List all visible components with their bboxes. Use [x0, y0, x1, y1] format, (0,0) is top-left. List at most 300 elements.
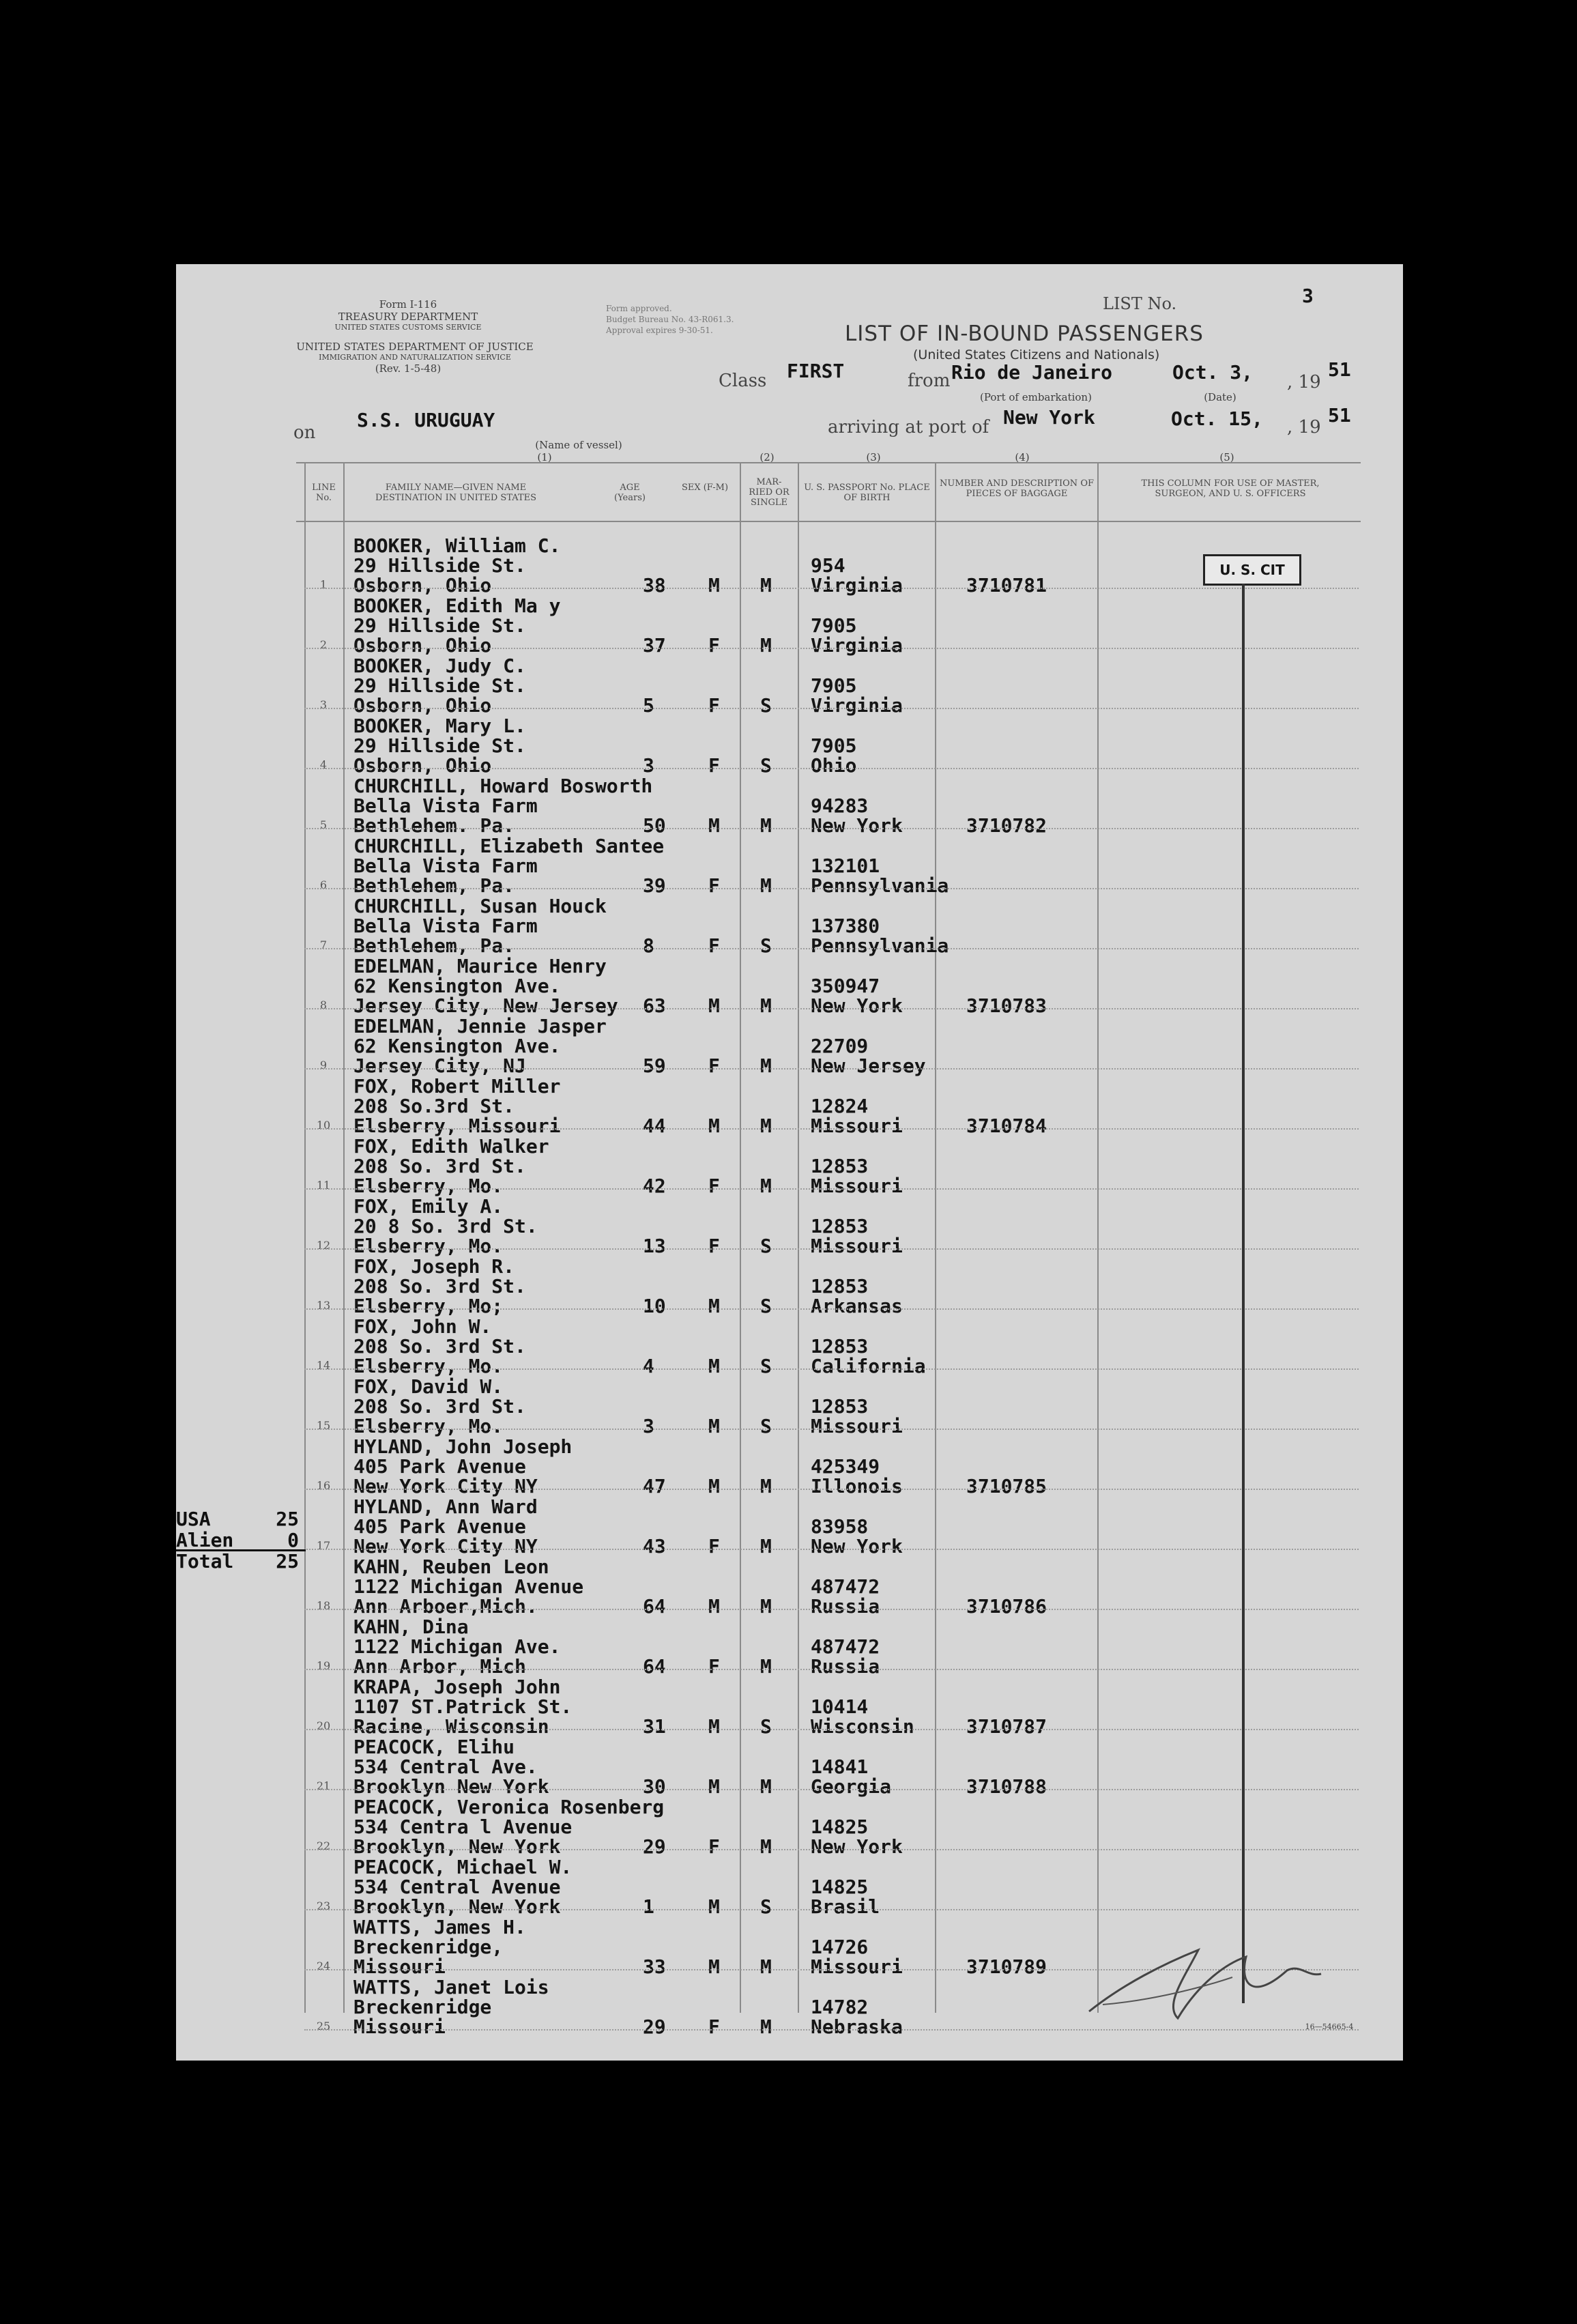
passenger-sex: M: [708, 1295, 720, 1317]
passenger-marital: M: [760, 2015, 772, 2038]
passenger-age: 42: [643, 1175, 666, 1197]
passport-number: 94283: [811, 794, 869, 817]
passenger-sex: M: [708, 1415, 720, 1437]
passenger-address: 62 Kensington Ave.: [353, 1035, 561, 1057]
passport-number: 12853: [811, 1275, 869, 1297]
passport-number: 132101: [811, 855, 880, 877]
passenger-marital: M: [760, 874, 772, 897]
row-separator: [304, 888, 1359, 889]
passenger-sex: M: [708, 1355, 720, 1377]
line-number: 20: [316, 1719, 331, 1732]
passenger-marital: M: [760, 1775, 772, 1798]
passenger-city: Brooklyn, New York: [353, 1835, 561, 1858]
list-no-label: LIST No.: [1103, 294, 1177, 313]
passenger-age: 59: [643, 1055, 666, 1077]
vessel-name: S.S. URUGUAY: [357, 409, 495, 431]
passenger-age: 13: [643, 1235, 666, 1257]
passenger-age: 38: [643, 574, 666, 597]
row-separator: [304, 1429, 1359, 1430]
passport-number: 7905: [811, 614, 857, 637]
totals-rule: [176, 1549, 306, 1551]
passenger-name: BOOKER, William C.: [353, 534, 561, 557]
col-head-married: MAR-RIED OR SINGLE: [749, 477, 790, 508]
line-number: 6: [319, 878, 328, 891]
passport-number: 22709: [811, 1035, 869, 1057]
year-prefix-2: , 19: [1287, 417, 1321, 437]
passenger-sex: F: [708, 634, 720, 657]
baggage-number: 3710785: [966, 1475, 1047, 1497]
passenger-city: Elsberry, Mo.: [353, 1355, 504, 1377]
passenger-sex: F: [708, 1835, 720, 1858]
from-label: from: [908, 371, 951, 391]
passenger-city: Elsberry, Mo.: [353, 1415, 504, 1437]
passenger-address: 208 So.3rd St.: [353, 1095, 515, 1117]
passenger-city: Osborn, Ohio: [353, 754, 492, 777]
passenger-marital: S: [760, 1355, 772, 1377]
year-prefix-1: , 19: [1287, 372, 1321, 392]
passenger-address: 208 So. 3rd St.: [353, 1335, 526, 1358]
passenger-city: Bethlehem, Pa.: [353, 874, 515, 897]
passenger-address: Bella Vista Farm: [353, 855, 538, 877]
passenger-city: Elsberry, Mo.: [353, 1175, 504, 1197]
passenger-age: 3: [643, 1415, 654, 1437]
passport-number: 425349: [811, 1455, 880, 1478]
place-of-birth: Illonois: [811, 1475, 903, 1497]
approval-line-2: Budget Bureau No. 43-R061.3.: [606, 315, 734, 324]
passenger-address: Breckenridge,: [353, 1936, 504, 1958]
passenger-city: Bethlehem. Pa.: [353, 814, 515, 837]
passenger-marital: M: [760, 1955, 772, 1978]
passenger-address: 534 Centra l Avenue: [353, 1816, 573, 1838]
row-separator: [304, 1008, 1359, 1009]
passenger-address: 1107 ST.Patrick St.: [353, 1695, 573, 1718]
colnum-2: (2): [759, 451, 775, 463]
line-number: 12: [316, 1239, 331, 1252]
col-head-age: AGE (Years): [614, 483, 646, 503]
passenger-sex: M: [708, 1475, 720, 1497]
passenger-age: 64: [643, 1595, 666, 1618]
passenger-name: PEACOCK, Michael W.: [353, 1856, 573, 1878]
place-of-birth: Missouri: [811, 1955, 903, 1978]
passenger-name: HYLAND, Ann Ward: [353, 1495, 538, 1518]
baggage-number: 3710786: [966, 1595, 1047, 1618]
passport-number: 12853: [811, 1215, 869, 1237]
passenger-marital: M: [760, 1535, 772, 1558]
line-number: 23: [316, 1899, 331, 1912]
passenger-sex: M: [708, 574, 720, 597]
passenger-city: Missouri: [353, 1955, 446, 1978]
place-of-birth: Virginia: [811, 634, 903, 657]
passenger-name: FOX, Emily A.: [353, 1195, 504, 1218]
colnum-5: (5): [1219, 451, 1234, 463]
line-number: 7: [319, 938, 328, 951]
passenger-sex: F: [708, 1235, 720, 1257]
passport-number: 14726: [811, 1936, 869, 1958]
passenger-name: FOX, David W.: [353, 1375, 504, 1398]
passenger-city: Osborn, Ohio: [353, 634, 492, 657]
arrival-date: Oct. 15,: [1171, 407, 1263, 430]
passenger-address: 208 So. 3rd St.: [353, 1155, 526, 1177]
us-cit-stamp: U. S. CIT: [1203, 554, 1301, 586]
row-separator: [304, 1669, 1359, 1670]
passenger-sex: M: [708, 1595, 720, 1618]
passenger-sex: M: [708, 1955, 720, 1978]
passenger-name: PEACOCK, Veronica Rosenberg: [353, 1796, 665, 1818]
passenger-address: 1122 Michigan Avenue: [353, 1575, 584, 1598]
col-head-officers: THIS COLUMN FOR USE OF MASTER, SURGEON, AND U. S. OFFICERS: [1141, 478, 1320, 499]
passenger-name: WATTS, James H.: [353, 1916, 526, 1938]
passenger-sex: M: [708, 1715, 720, 1738]
line-number: 24: [316, 1960, 331, 1972]
passenger-age: 1: [643, 1895, 654, 1918]
line-number: 15: [316, 1419, 331, 1432]
passenger-marital: S: [760, 1235, 772, 1257]
passport-number: 954: [811, 554, 845, 577]
passenger-city: Brooklyn, New York: [353, 1895, 561, 1918]
departure-date: Oct. 3,: [1172, 361, 1254, 384]
row-separator: [304, 1849, 1359, 1850]
passenger-name: KAHN, Reuben Leon: [353, 1555, 549, 1578]
form-title: LIST OF IN-BOUND PASSENGERS: [845, 321, 1204, 346]
passenger-age: 5: [643, 694, 654, 717]
passenger-age: 44: [643, 1115, 666, 1137]
passenger-age: 43: [643, 1535, 666, 1558]
line-number: 14: [316, 1359, 331, 1372]
col-head-passport: U. S. PASSPORT No. PLACE OF BIRTH: [804, 483, 930, 503]
passenger-name: BOOKER, Judy C.: [353, 655, 526, 677]
col-head-sex: SEX (F-M): [681, 483, 729, 493]
row-separator: [304, 708, 1359, 709]
line-number: 13: [316, 1299, 331, 1312]
passenger-sex: F: [708, 1055, 720, 1077]
passenger-sex: F: [708, 754, 720, 777]
passenger-marital: M: [760, 1475, 772, 1497]
passenger-address: Bella Vista Farm: [353, 915, 538, 937]
line-number: 25: [316, 2020, 331, 2033]
passenger-sex: M: [708, 814, 720, 837]
passenger-name: BOOKER, Edith Ma y: [353, 594, 561, 617]
passport-number: 14782: [811, 1996, 869, 2018]
passenger-name: EDELMAN, Maurice Henry: [353, 955, 607, 977]
passenger-name: FOX, Joseph R.: [353, 1255, 515, 1278]
passenger-name: KRAPA, Joseph John: [353, 1676, 561, 1698]
passenger-marital: M: [760, 1835, 772, 1858]
line-number: 4: [319, 758, 328, 771]
passenger-city: Elsberry, Mo;: [353, 1295, 504, 1317]
total-usa: USA 25: [176, 1508, 299, 1530]
passenger-city: Ann Arboer,Mich.: [353, 1595, 538, 1618]
col-divider: [1097, 462, 1099, 2013]
place-of-birth: Missouri: [811, 1175, 903, 1197]
col-divider: [935, 462, 936, 2013]
passenger-marital: M: [760, 1055, 772, 1077]
passport-number: 14825: [811, 1876, 869, 1898]
passenger-name: PEACOCK, Elihu: [353, 1736, 515, 1758]
passenger-name: KAHN, Dina: [353, 1616, 469, 1638]
passenger-marital: M: [760, 1175, 772, 1197]
passenger-age: 8: [643, 934, 654, 957]
place-of-birth: Nebraska: [811, 2015, 903, 2038]
place-of-birth: Russia: [811, 1595, 880, 1618]
embarkation-label: (Port of embarkation): [980, 391, 1092, 403]
passenger-address: 208 So. 3rd St.: [353, 1395, 526, 1418]
passenger-city: Jersey City, New Jersey: [353, 994, 618, 1017]
passenger-age: 47: [643, 1475, 666, 1497]
baggage-number: 3710783: [966, 994, 1047, 1017]
date-label: (Date): [1204, 391, 1236, 403]
line-number: 5: [319, 818, 328, 831]
approval-line-1: Form approved.: [606, 304, 672, 313]
place-of-birth: Pennsylvania: [811, 934, 949, 957]
row-separator: [304, 1909, 1359, 1910]
passenger-name: FOX, John W.: [353, 1315, 492, 1338]
form-revision: (Rev. 1-5-48): [375, 362, 442, 375]
arrival-year: 51: [1328, 404, 1351, 427]
passenger-marital: M: [760, 814, 772, 837]
passenger-marital: S: [760, 1295, 772, 1317]
footer-code: 16—54665-4: [1305, 2022, 1354, 2031]
passenger-address: 29 Hillside St.: [353, 674, 526, 697]
row-separator: [304, 1729, 1359, 1730]
place-of-birth: New York: [811, 1535, 903, 1558]
passenger-marital: M: [760, 634, 772, 657]
passenger-name: HYLAND, John Joseph: [353, 1435, 573, 1458]
passenger-age: 63: [643, 994, 666, 1017]
arrival-port: New York: [1003, 406, 1095, 429]
class-value: FIRST: [787, 360, 845, 382]
passenger-address: Bella Vista Farm: [353, 794, 538, 817]
passenger-age: 4: [643, 1355, 654, 1377]
passenger-age: 31: [643, 1715, 666, 1738]
row-separator: [304, 1609, 1359, 1610]
passport-number: 350947: [811, 975, 880, 997]
passenger-address: 1122 Michigan Ave.: [353, 1635, 561, 1658]
embarkation-port: Rio de Janeiro: [951, 361, 1113, 384]
passenger-age: 39: [643, 874, 666, 897]
passenger-name: CHURCHILL, Susan Houck: [353, 895, 607, 917]
ditto-line: [1242, 584, 1245, 2003]
passenger-marital: S: [760, 934, 772, 957]
place-of-birth: New York: [811, 1835, 903, 1858]
passenger-city: Elsberry, Mo.: [353, 1235, 504, 1257]
passport-number: 12824: [811, 1095, 869, 1117]
passenger-age: 10: [643, 1295, 666, 1317]
passport-number: 83958: [811, 1515, 869, 1538]
place-of-birth: Georgia: [811, 1775, 892, 1798]
line-number: 22: [316, 1839, 331, 1852]
passenger-address: 405 Park Avenue: [353, 1455, 526, 1478]
row-separator: [304, 1489, 1359, 1490]
row-separator: [304, 828, 1359, 829]
passenger-marital: S: [760, 754, 772, 777]
row-separator: [304, 1549, 1359, 1550]
place-of-birth: Wisconsin: [811, 1715, 914, 1738]
passport-number: 12853: [811, 1155, 869, 1177]
row-separator: [304, 648, 1359, 649]
passenger-sex: M: [708, 1115, 720, 1137]
passport-number: 12853: [811, 1395, 869, 1418]
passenger-sex: M: [708, 1895, 720, 1918]
colnum-1: (1): [537, 451, 552, 463]
line-number: 21: [316, 1779, 331, 1792]
place-of-birth: Pennsylvania: [811, 874, 949, 897]
passenger-sex: M: [708, 994, 720, 1017]
total-alien: Alien 0: [176, 1529, 299, 1551]
passenger-city: Bethlehem, Pa.: [353, 934, 515, 957]
place-of-birth: New York: [811, 994, 903, 1017]
passenger-marital: S: [760, 694, 772, 717]
place-of-birth: New Jersey: [811, 1055, 926, 1077]
place-of-birth: Missouri: [811, 1115, 903, 1137]
passenger-sex: F: [708, 1655, 720, 1678]
passenger-address: 20 8 So. 3rd St.: [353, 1215, 538, 1237]
passenger-city: Racine, Wisconsin: [353, 1715, 549, 1738]
passport-number: 7905: [811, 674, 857, 697]
passenger-name: FOX, Edith Walker: [353, 1135, 549, 1158]
passenger-marital: M: [760, 994, 772, 1017]
line-number: 9: [319, 1059, 328, 1072]
passport-number: 10414: [811, 1695, 869, 1718]
colnum-3: (3): [866, 451, 881, 463]
passport-number: 487472: [811, 1575, 880, 1598]
colnum-4: (4): [1015, 451, 1030, 463]
line-number: 17: [316, 1539, 331, 1552]
passenger-marital: M: [760, 1115, 772, 1137]
row-separator: [304, 948, 1359, 949]
baggage-number: 3710782: [966, 814, 1047, 837]
row-separator: [304, 1368, 1359, 1370]
passport-number: 14825: [811, 1816, 869, 1838]
departure-year: 51: [1328, 358, 1351, 381]
row-separator: [304, 588, 1359, 589]
passport-number: 7905: [811, 734, 857, 757]
passenger-sex: F: [708, 2015, 720, 2038]
passenger-name: BOOKER, Mary L.: [353, 715, 526, 737]
class-label: Class: [719, 371, 767, 391]
passenger-address: 534 Central Avenue: [353, 1876, 561, 1898]
passenger-sex: F: [708, 694, 720, 717]
passenger-city: Osborn, Ohio: [353, 694, 492, 717]
passenger-sex: F: [708, 874, 720, 897]
form-subtitle: (United States Citizens and Nationals): [913, 347, 1160, 362]
passenger-city: Osborn, Ohio: [353, 574, 492, 597]
passenger-marital: S: [760, 1895, 772, 1918]
passenger-city: New York City NY: [353, 1475, 538, 1497]
passenger-age: 29: [643, 2015, 666, 2038]
passenger-address: 29 Hillside St.: [353, 734, 526, 757]
passenger-age: 33: [643, 1955, 666, 1978]
passport-number: 137380: [811, 915, 880, 937]
row-separator: [304, 1248, 1359, 1250]
list-no-value: 3: [1302, 285, 1314, 307]
total-all: Total 25: [176, 1550, 299, 1573]
table-top-rule: [296, 462, 1361, 463]
col-divider: [798, 462, 799, 2013]
vessel-label: (Name of vessel): [535, 439, 622, 451]
passenger-marital: M: [760, 1595, 772, 1618]
baggage-number: 3710781: [966, 574, 1047, 597]
passenger-name: FOX, Robert Miller: [353, 1075, 561, 1098]
line-number: 16: [316, 1479, 331, 1492]
place-of-birth: Arkansas: [811, 1295, 903, 1317]
passenger-sex: M: [708, 1775, 720, 1798]
passenger-marital: M: [760, 1655, 772, 1678]
immigration-service: IMMIGRATION AND NATURALIZATION SERVICE: [319, 353, 511, 362]
line-number: 2: [319, 638, 328, 651]
passenger-age: 29: [643, 1835, 666, 1858]
form-number: Form I-116: [379, 298, 437, 311]
passenger-name: EDELMAN, Jennie Jasper: [353, 1015, 607, 1037]
passenger-sex: F: [708, 934, 720, 957]
place-of-birth: California: [811, 1355, 926, 1377]
table-header-rule: [296, 521, 1361, 522]
baggage-number: 3710789: [966, 1955, 1047, 1978]
row-separator: [304, 1308, 1359, 1310]
passenger-city: Elsberry, Missouri: [353, 1115, 561, 1137]
passenger-address: Breckenridge: [353, 1996, 492, 2018]
passenger-address: 29 Hillside St.: [353, 554, 526, 577]
arriving-label: arriving at port of: [828, 417, 989, 437]
place-of-birth: Brasil: [811, 1895, 880, 1918]
passport-number: 12853: [811, 1335, 869, 1358]
passenger-address: 534 Central Ave.: [353, 1755, 538, 1778]
approval-line-3: Approval expires 9-30-51.: [606, 326, 713, 335]
col-divider: [740, 462, 741, 2013]
line-number: 11: [316, 1179, 331, 1192]
passenger-marital: S: [760, 1715, 772, 1738]
passenger-name: CHURCHILL, Howard Bosworth: [353, 775, 653, 797]
passenger-age: 37: [643, 634, 666, 657]
passenger-sex: F: [708, 1535, 720, 1558]
passenger-city: New York City NY: [353, 1535, 538, 1558]
row-separator: [304, 768, 1359, 769]
passenger-city: Brooklyn New York: [353, 1775, 549, 1798]
col-head-name: FAMILY NAME—GIVEN NAME DESTINATION IN UNITED STATES: [375, 483, 537, 503]
row-separator: [304, 1068, 1359, 1070]
col-divider: [304, 462, 306, 2013]
row-separator: [304, 1128, 1359, 1130]
line-number: 10: [316, 1119, 331, 1132]
passenger-age: 64: [643, 1655, 666, 1678]
place-of-birth: Missouri: [811, 1235, 903, 1257]
line-number: 3: [319, 698, 328, 711]
passenger-address: 29 Hillside St.: [353, 614, 526, 637]
margin-totals: [176, 1508, 299, 1572]
row-separator: [304, 1789, 1359, 1790]
on-label: on: [293, 422, 316, 443]
baggage-number: 3710787: [966, 1715, 1047, 1738]
col-divider: [343, 462, 345, 2013]
baggage-number: 3710788: [966, 1775, 1047, 1798]
passenger-address: 405 Park Avenue: [353, 1515, 526, 1538]
passenger-sex: F: [708, 1175, 720, 1197]
place-of-birth: Missouri: [811, 1415, 903, 1437]
place-of-birth: New York: [811, 814, 903, 837]
passenger-age: 50: [643, 814, 666, 837]
passport-number: 487472: [811, 1635, 880, 1658]
passenger-city: Jersey City, NJ: [353, 1055, 526, 1077]
passenger-address: 62 Kensington Ave.: [353, 975, 561, 997]
row-separator: [304, 1188, 1359, 1190]
line-number: 1: [319, 578, 328, 591]
line-number: 8: [319, 999, 328, 1012]
place-of-birth: Virginia: [811, 694, 903, 717]
place-of-birth: Ohio: [811, 754, 857, 777]
treasury-dept: TREASURY DEPARTMENT: [338, 311, 478, 323]
customs-service: UNITED STATES CUSTOMS SERVICE: [334, 323, 482, 332]
passenger-address: 208 So. 3rd St.: [353, 1275, 526, 1297]
manifest-sheet: [176, 264, 1403, 2061]
